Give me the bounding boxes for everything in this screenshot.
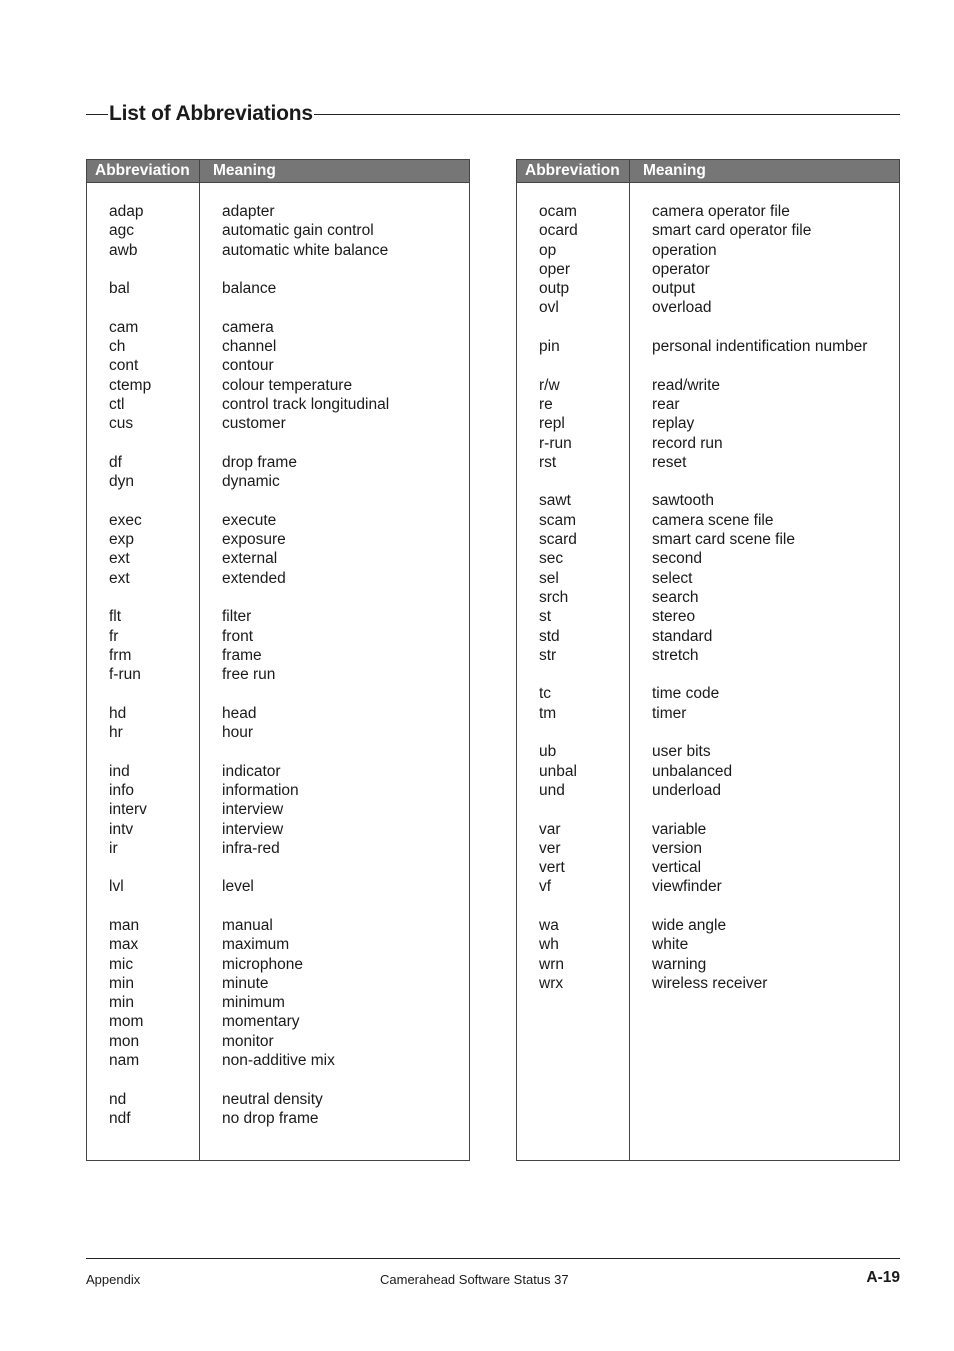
abbreviation-cell: hd [109, 704, 127, 722]
table-row [87, 800, 469, 819]
abbreviation-cell: rst [539, 453, 557, 471]
meaning-cell: camera scene file [652, 511, 774, 529]
abbreviation-cell: ext [109, 550, 130, 568]
abbreviation-cell: unbal [539, 762, 577, 780]
abbreviation-cell: dyn [109, 473, 134, 491]
abbreviation-cell: r/w [539, 376, 560, 394]
meaning-cell: contour [222, 357, 274, 375]
meaning-cell: information [222, 781, 299, 799]
abbreviation-cell: op [539, 241, 557, 259]
meaning-cell: execute [222, 511, 277, 529]
table-row [517, 453, 899, 472]
meaning-cell: free run [222, 666, 276, 684]
table-row [517, 356, 899, 375]
meaning-cell: no drop frame [222, 1109, 319, 1127]
table-row [517, 279, 899, 298]
page-title: List of Abbreviations [109, 102, 313, 125]
abbreviation-cell: flt [109, 608, 122, 626]
meaning-cell: momentary [222, 1013, 300, 1031]
meaning-cell: search [652, 588, 699, 606]
abbreviation-cell: srch [539, 588, 569, 606]
meaning-cell: second [652, 550, 702, 568]
meaning-cell: hour [222, 724, 254, 742]
abbreviation-cell: wrx [539, 974, 564, 992]
abbreviation-cell: ocam [539, 203, 577, 220]
meaning-cell: monitor [222, 1032, 274, 1050]
abbreviation-cell: exp [109, 531, 134, 549]
meaning-cell: vertical [652, 859, 702, 877]
abbreviation-cell: mic [109, 955, 134, 973]
abbreviation-cell: fr [109, 627, 119, 645]
table-row [517, 221, 899, 240]
abbreviation-cell: scam [539, 511, 577, 529]
meaning-cell: indicator [222, 762, 281, 780]
abbreviation-cell: ver [539, 839, 561, 857]
table-row [87, 241, 469, 260]
table-row [87, 839, 469, 858]
meaning-cell: smart card operator file [652, 222, 812, 240]
table-row [517, 260, 899, 279]
meaning-cell: personal indentification number [652, 338, 868, 356]
meaning-cell: wireless receiver [652, 974, 768, 992]
header-abbreviation: Abbreviation [95, 162, 190, 179]
table-row [517, 684, 899, 703]
abbreviation-cell: st [539, 608, 552, 626]
table-row [517, 704, 899, 723]
abbreviation-cell: ctemp [109, 376, 152, 394]
table-row [517, 839, 899, 858]
abbreviation-cell: re [539, 395, 553, 413]
abbreviation-cell: ext [109, 569, 130, 587]
meaning-cell: automatic white balance [222, 241, 389, 259]
meaning-cell: frame [222, 646, 262, 664]
table-row [87, 588, 469, 607]
abbreviation-cell: tc [539, 685, 552, 703]
meaning-cell: level [222, 878, 254, 896]
abbreviation-cell: agc [109, 222, 134, 240]
title-rule [86, 101, 900, 127]
abbreviation-cell: f-run [109, 666, 141, 684]
table-row [87, 1051, 469, 1070]
table-row [87, 820, 469, 839]
abbreviation-cell: sel [539, 569, 559, 587]
table-row [517, 723, 899, 742]
table-row [517, 241, 899, 260]
table-row [87, 1090, 469, 1109]
table-row [517, 665, 899, 684]
table-row [87, 356, 469, 375]
table-row [87, 298, 469, 317]
table-row [517, 742, 899, 761]
abbreviation-cell: wrn [539, 955, 564, 973]
table-row [517, 588, 899, 607]
table-row [87, 627, 469, 646]
abbreviation-cell: awb [109, 241, 138, 259]
table-row [87, 607, 469, 626]
meaning-cell: camera operator file [652, 203, 790, 220]
abbreviation-cell: wa [539, 916, 559, 934]
table-row [87, 434, 469, 453]
table-rows [517, 202, 899, 993]
abbreviation-cell: ovl [539, 299, 559, 317]
abbreviation-cell: nd [109, 1090, 127, 1108]
abbreviation-cell: vert [539, 859, 565, 877]
abbreviation-cell: str [539, 646, 557, 664]
abbreviation-cell: var [539, 820, 561, 838]
abbreviation-cell: ub [539, 743, 557, 761]
table-row [517, 607, 899, 626]
table-row [517, 935, 899, 954]
abbreviation-cell: ir [109, 839, 118, 857]
meaning-cell: colour temperature [222, 376, 353, 394]
table-row [517, 434, 899, 453]
table-row [87, 472, 469, 491]
meaning-cell: extended [222, 569, 286, 587]
table-row [87, 704, 469, 723]
meaning-cell: interview [222, 801, 284, 819]
meaning-cell: manual [222, 916, 273, 934]
table-row [517, 376, 899, 395]
meaning-cell: warning [652, 955, 707, 973]
meaning-cell: overload [652, 299, 712, 317]
meaning-cell: smart card scene file [652, 531, 795, 549]
table-row [87, 1070, 469, 1089]
abbreviation-cell: ind [109, 762, 130, 780]
abbreviation-cell: cam [109, 318, 139, 336]
table-row [517, 511, 899, 530]
table-row [87, 221, 469, 240]
table-row [517, 472, 899, 491]
header-meaning: Meaning [213, 162, 276, 179]
table-row [87, 260, 469, 279]
meaning-cell: dynamic [222, 473, 280, 491]
table-row [87, 414, 469, 433]
abbreviation-cell: exec [109, 511, 142, 529]
abbreviation-cell: ctl [109, 395, 125, 413]
meaning-cell: microphone [222, 955, 303, 973]
abbreviation-cell: cus [109, 415, 134, 433]
meaning-cell: head [222, 704, 257, 722]
abbreviation-cell: und [539, 781, 565, 799]
footer-document-title: Camerahead Software Status 37 [380, 1272, 569, 1287]
table-row [517, 897, 899, 916]
abbreviation-cell: ocard [539, 222, 578, 240]
meaning-cell: camera [222, 318, 274, 336]
abbreviation-cell: df [109, 453, 122, 471]
meaning-cell: time code [652, 685, 720, 703]
table-row [517, 202, 899, 221]
meaning-cell: neutral density [222, 1090, 323, 1108]
table-row [517, 820, 899, 839]
table-row [87, 955, 469, 974]
meaning-cell: filter [222, 608, 252, 626]
abbreviation-cell: bal [109, 280, 130, 298]
table-row [517, 800, 899, 819]
abbreviations-table-left [86, 159, 470, 1161]
table-row [517, 569, 899, 588]
table-row [87, 684, 469, 703]
table-row [517, 627, 899, 646]
abbreviation-cell: info [109, 781, 134, 799]
abbreviation-cell: nam [109, 1052, 140, 1070]
abbreviation-cell: std [539, 627, 560, 645]
abbreviation-cell: intv [109, 820, 134, 838]
abbreviation-cell: vf [539, 878, 552, 896]
meaning-cell: wide angle [652, 916, 727, 934]
header-meaning: Meaning [643, 162, 706, 179]
table-row [87, 1109, 469, 1128]
footer-rule [86, 1258, 900, 1259]
abbreviation-cell: min [109, 974, 134, 992]
table-row [87, 916, 469, 935]
meaning-cell: variable [652, 820, 707, 838]
meaning-cell: infra-red [222, 839, 280, 857]
meaning-cell: white [652, 936, 689, 954]
abbreviation-cell: wh [539, 936, 559, 954]
table-row [87, 491, 469, 510]
table-header [517, 160, 899, 183]
table-row [87, 569, 469, 588]
table-row [87, 318, 469, 337]
abbreviation-cell: min [109, 994, 134, 1012]
page-number: A-19 [866, 1269, 900, 1286]
table-row [87, 993, 469, 1012]
abbreviation-cell: sec [539, 550, 564, 568]
table-row [517, 974, 899, 993]
table-row [517, 318, 899, 337]
table-row [87, 742, 469, 761]
meaning-cell: rear [652, 395, 680, 413]
meaning-cell: viewfinder [652, 878, 722, 896]
abbreviation-cell: ch [109, 338, 126, 356]
table-row [87, 935, 469, 954]
table-rows [87, 202, 469, 1128]
abbreviation-cell: frm [109, 646, 132, 664]
table-row [517, 646, 899, 665]
table-row [87, 202, 469, 221]
table-row [517, 877, 899, 896]
abbreviation-cell: hr [109, 724, 123, 742]
abbreviation-cell: r-run [539, 434, 572, 452]
table-row [87, 858, 469, 877]
table-row [87, 395, 469, 414]
meaning-cell: standard [652, 627, 713, 645]
table-row [517, 955, 899, 974]
meaning-cell: balance [222, 280, 277, 298]
meaning-cell: adapter [222, 203, 275, 220]
abbreviation-cell: scard [539, 531, 577, 549]
meaning-cell: interview [222, 820, 284, 838]
meaning-cell: user bits [652, 743, 711, 761]
meaning-cell: version [652, 839, 702, 857]
meaning-cell: front [222, 627, 254, 645]
meaning-cell: select [652, 569, 693, 587]
table-row [87, 453, 469, 472]
table-row [517, 858, 899, 877]
table-row [87, 781, 469, 800]
table-row [87, 762, 469, 781]
table-row [517, 414, 899, 433]
table-row [87, 1032, 469, 1051]
meaning-cell: minute [222, 974, 269, 992]
meaning-cell: exposure [222, 531, 286, 549]
table-row [517, 298, 899, 317]
table-row [87, 337, 469, 356]
footer-section: Appendix [86, 1272, 141, 1287]
abbreviation-cell: adap [109, 203, 144, 220]
table-row [517, 337, 899, 356]
abbreviation-cell: sawt [539, 492, 571, 510]
header-abbreviation: Abbreviation [525, 162, 620, 179]
abbreviation-cell: max [109, 936, 139, 954]
table-row [517, 916, 899, 935]
meaning-cell: record run [652, 434, 723, 452]
meaning-cell: maximum [222, 936, 290, 954]
meaning-cell: minimum [222, 994, 285, 1012]
meaning-cell: automatic gain control [222, 222, 374, 240]
meaning-cell: timer [652, 704, 687, 722]
meaning-cell: replay [652, 415, 695, 433]
meaning-cell: non-additive mix [222, 1052, 335, 1070]
abbreviation-cell: pin [539, 338, 560, 356]
table-row [87, 877, 469, 896]
meaning-cell: operation [652, 241, 717, 259]
abbreviation-cell: ndf [109, 1109, 131, 1127]
abbreviation-cell: lvl [109, 878, 124, 896]
meaning-cell: customer [222, 415, 286, 433]
table-row [87, 665, 469, 684]
table-row [87, 279, 469, 298]
abbreviation-cell: repl [539, 415, 565, 433]
abbreviation-cell: outp [539, 280, 570, 298]
meaning-cell: sawtooth [652, 492, 715, 510]
meaning-cell: operator [652, 260, 710, 278]
table-row [517, 549, 899, 568]
abbreviations-table-right [516, 159, 900, 1161]
meaning-cell: underload [652, 781, 721, 799]
meaning-cell: read/write [652, 376, 721, 394]
abbreviation-cell: mom [109, 1013, 144, 1031]
table-row [87, 530, 469, 549]
table-row [87, 1012, 469, 1031]
table-row [87, 646, 469, 665]
meaning-cell: external [222, 550, 278, 568]
meaning-cell: reset [652, 453, 687, 471]
abbreviation-cell: tm [539, 704, 557, 722]
table-row [517, 530, 899, 549]
abbreviation-cell: cont [109, 357, 139, 375]
table-row [87, 974, 469, 993]
table-row [517, 762, 899, 781]
table-row [87, 723, 469, 742]
meaning-cell: control track longitudinal [222, 395, 390, 413]
abbreviation-cell: oper [539, 260, 571, 278]
meaning-cell: channel [222, 338, 277, 356]
table-row [517, 491, 899, 510]
table-row [517, 395, 899, 414]
table-header [87, 160, 469, 183]
abbreviation-cell: mon [109, 1032, 140, 1050]
abbreviation-cell: man [109, 916, 140, 934]
table-row [87, 549, 469, 568]
meaning-cell: drop frame [222, 453, 297, 471]
abbreviation-cell: interv [109, 801, 147, 819]
meaning-cell: stretch [652, 646, 699, 664]
table-row [517, 781, 899, 800]
meaning-cell: stereo [652, 608, 696, 626]
meaning-cell: output [652, 280, 696, 298]
table-row [87, 897, 469, 916]
table-row [87, 511, 469, 530]
table-row [87, 376, 469, 395]
meaning-cell: unbalanced [652, 762, 733, 780]
